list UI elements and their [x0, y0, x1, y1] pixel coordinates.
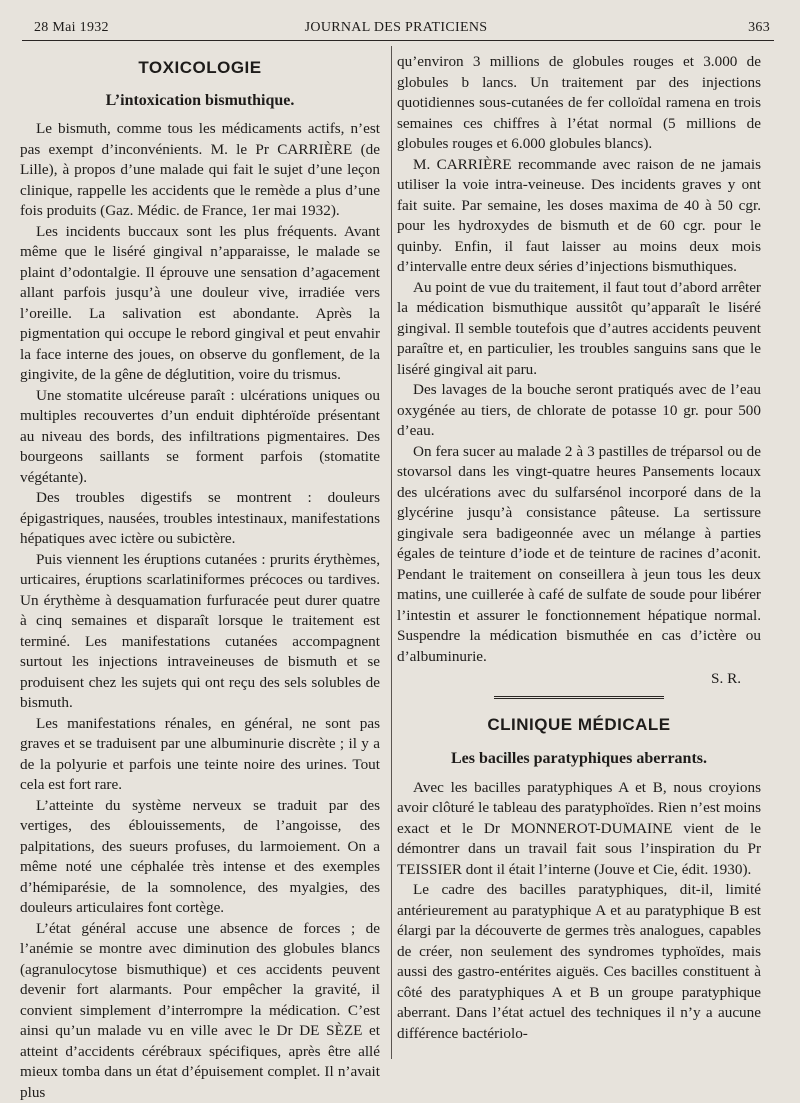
paragraph: Les manifestations rénales, en général, ne sont pas graves et se traduisent par une albuminurie discrète ; il y a de la polyurie et parfois une teinte noire des urines. Tout cela est fort rare.: [20, 714, 380, 796]
paragraph: L’atteinte du système nerveux se traduit par des vertiges, des éblouissements, de l’angoisse, des palpitations, des sueurs profuses, du larmoiement. On a même noté une céphalée très intense et des exemples d’hémiparésie, de la somnolence, des myalgies, des douleurs articulaires font cortège.: [20, 796, 380, 919]
article-title-bismuth: L’intoxication bismuthique.: [20, 91, 380, 112]
running-header: [20, 16, 772, 40]
section-separator: [494, 696, 664, 701]
paragraph: Au point de vue du traitement, il faut tout d’abord arrêter la médication bismuthique aussitôt qu’apparaît le liséré gingival. Il semble toutefois que d’autres accidents peuvent paraître et, en particulier, les troubles sanguins sans que le liséré gingival ait paru.: [397, 278, 761, 381]
paragraph: Des troubles digestifs se montrent : douleurs épigastriques, nausées, troubles intestinaux, manifestations hépatiques avec ictère ou subictère.: [20, 488, 380, 550]
header-date: 28 Mai 1932: [34, 20, 109, 36]
paragraph: Des lavages de la bouche seront pratiqués avec de l’eau oxygénée au tiers, de chlorate de potasse 10 gr. pour 500 d’eau.: [397, 380, 761, 442]
article-title-bacilles: Les bacilles paratyphiques aberrants.: [397, 749, 761, 770]
paragraph: Une stomatite ulcéreuse paraît : ulcérations uniques ou multiples recouvertes d’un enduit diphtéroïde présentant au niveau des bords, des infiltrations pigmentaires. Des bourgeons saillants se forment parfois (stomatite végétante).: [20, 386, 380, 489]
author-signature: S. R.: [397, 669, 761, 690]
section-title-clinique: CLINIQUE MÉDICALE: [397, 715, 761, 736]
paragraph: Avec les bacilles paratyphiques A et B, nous croyions avoir clôturé le tableau des paratyphoïdes. Rien n’est moins exact et le Dr MONNEROT-DUMAINE vient de le démontrer dans un travail fait sous l’inspiration du Pr TEISSIER dont il était l’interne (Jouve et Cie, édit. 1930).: [397, 778, 761, 881]
right-column: [397, 52, 761, 1044]
paragraph: L’état général accuse une absence de forces ; de l’anémie se montre avec diminution des globules blancs (agranulocytose bismuthique) et ces accidents peuvent devenir fort alarmants. Pour empêcher la gravité, il convient simplement d’interrompre la médication. C’est ainsi qu’un malade vu en ville avec le Dr DE SÈZE et atteint d’accidents cérébraux spécifiques, après être allé mieux tomba dans un état d’épuisement complet. Il n’avait plus: [20, 919, 380, 1103]
paragraph: Le bismuth, comme tous les médicaments actifs, n’est pas exempt d’inconvénients. M. le Pr CARRIÈRE (de Lille), à propos d’une malade qui fait le sujet d’une leçon clinique, rappelle les accidents que le remède a plus d’une fois produits (Gaz. Médic. de France, 1er mai 1932).: [20, 119, 380, 222]
header-journal-title: JOURNAL DES PRATICIENS: [20, 20, 772, 36]
paragraph: qu’environ 3 millions de globules rouges et 3.000 de globules b lancs. Un traitement par des injections quotidiennes sous-cutanées de fer colloïdal ramena en trois semaines ces chiffres à l’état normal (5 millions de globules rouges et 6.000 globules blancs).: [397, 52, 761, 155]
paragraph: Le cadre des bacilles paratyphiques, dit-il, limité antérieurement au paratyphique A et au paratyphique B est élargi par la découverte de germes très analogues, capables de créer, non seulement des syndromes typhoïdes, mais aussi des gastro-entérites aiguës. Ces bacilles constituent à côté des paratyphiques A et B un groupe paratyphique aberrant. Dans l’état actuel des techniques il n’y a aucune différence bactériolo-: [397, 880, 761, 1044]
header-rule: [22, 40, 774, 41]
left-column: [20, 52, 380, 1103]
section-title-toxicologie: TOXICOLOGIE: [20, 58, 380, 79]
header-page-number: 363: [748, 20, 770, 36]
paragraph: Les incidents buccaux sont les plus fréquents. Avant même que le liséré gingival n’apparaisse, le malade se plaint d’odontalgie. Il éprouve une sensation d’agacement allant parfois jusqu’à une douleur vive, irradiée vers l’oreille. La salivation est abondante. Après la pigmentation qui occupe le rebord gingival et peut envahir la face interne des joues, on observe du gonflement, de la gingivite, de la gêne de déglutition, voire du trismus.: [20, 222, 380, 386]
paragraph: M. CARRIÈRE recommande avec raison de ne jamais utiliser la voie intra-veineuse. Des incidents graves y ont fait suite. Par semaine, les doses maxima de 40 à 50 cgr. pour les hydroxydes de bismuth et de 60 cgr. pour le quinby. Enfin, il faut laisser au moins deux mois d’intervalle entre deux séries d’injections bismuthiques.: [397, 155, 761, 278]
paragraph: Puis viennent les éruptions cutanées : prurits érythèmes, urticaires, éruptions scarlatiniformes précoces ou tardives. Un érythème à desquamation furfuracée peut durer quatre à cinq semaines et disparaît lorsque le traitement est terminé. Les manifestations cutanées accompagnent surtout les injections intraveineuses de bismuth et se produisent chez les sujets qui ont reçu des sels solubles de bismuth.: [20, 550, 380, 714]
column-divider: [391, 46, 392, 1059]
paragraph: On fera sucer au malade 2 à 3 pastilles de tréparsol ou de stovarsol dans les vingt-quatre heures Pansements locaux des ulcérations avec du sulfarsénol incorporé dans de la glycérine jusqu’à consistance pâteuse. La sertissure gingivale sera badigeonnée avec un mélange à parties égales de teinture d’iode et de teinture de racines d’aconit. Pendant le traitement on conseillera à jeun tous les deux matins, une cuillerée à café de sulfate de soude pour libérer l’intestin et assurer le fonctionnement hépatique normal. Suspendre la médication bismuthée en cas d’ictère ou d’albuminurie.: [397, 442, 761, 668]
